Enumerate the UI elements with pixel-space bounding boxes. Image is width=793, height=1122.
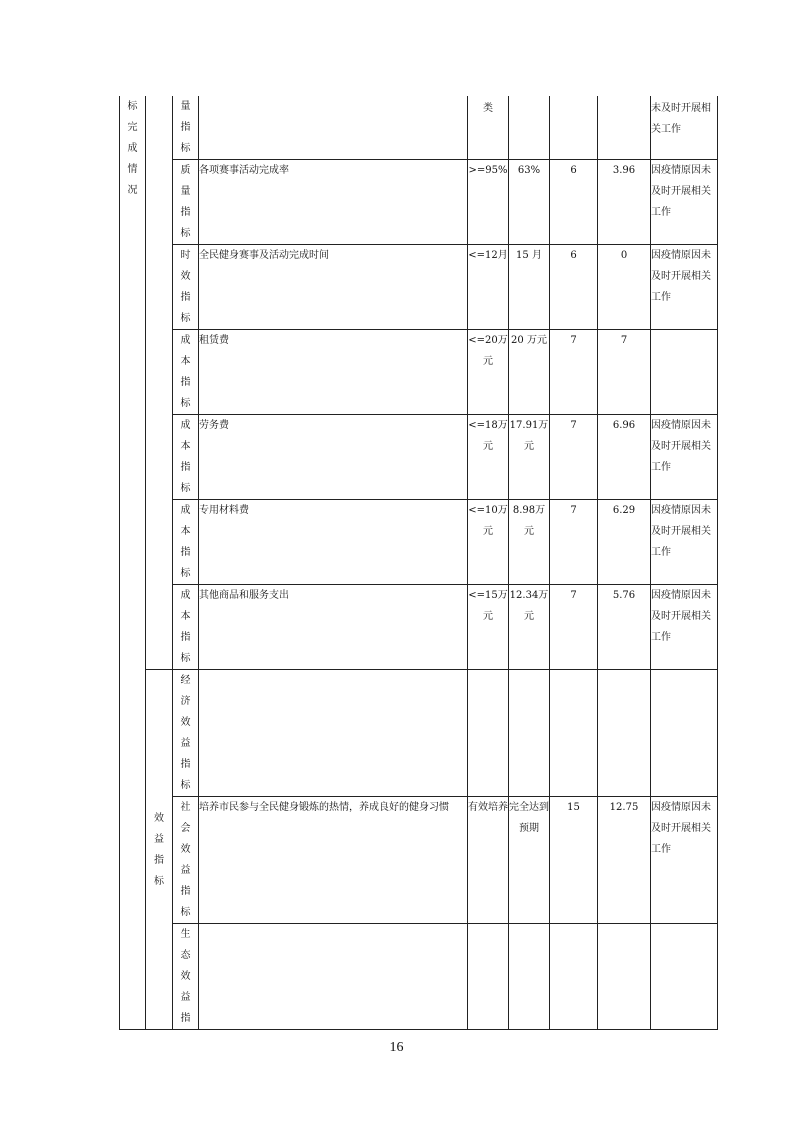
target-value: 有效培养	[468, 797, 509, 924]
weight-value: 7	[550, 585, 598, 670]
score-value: 6.96	[598, 415, 651, 500]
table-row	[120, 924, 718, 1030]
indicator-label: 时 效 指 标	[173, 245, 199, 330]
remark-text	[651, 670, 718, 797]
remark-text: 因疫情原因未及时开展相关工作	[651, 415, 718, 500]
indicator-label: 经 济 效 益 指 标	[173, 670, 199, 797]
remark-text: 因疫情原因未及时开展相关工作	[651, 500, 718, 585]
actual-value: 17.91万元	[509, 415, 550, 500]
indicator-description: 专用材料费	[199, 500, 468, 585]
table-row	[120, 160, 718, 245]
table-row	[120, 330, 718, 415]
score-value: 0	[598, 245, 651, 330]
weight-value: 6	[550, 160, 598, 245]
actual-value	[509, 924, 550, 1030]
table-row	[120, 500, 718, 585]
score-value	[598, 924, 651, 1030]
actual-value: 12.34万元	[509, 585, 550, 670]
score-value	[598, 670, 651, 797]
weight-value	[550, 96, 598, 160]
target-value: <=12月	[468, 245, 509, 330]
indicator-description: 全民健身赛事及活动完成时间	[199, 245, 468, 330]
table-row	[120, 670, 718, 797]
indicator-label: 量 指 标	[173, 96, 199, 160]
weight-value	[550, 924, 598, 1030]
indicator-description: 劳务费	[199, 415, 468, 500]
target-value: <=20万元	[468, 330, 509, 415]
remark-text: 因疫情原因未及时开展相关工作	[651, 797, 718, 924]
table-row	[120, 415, 718, 500]
score-value	[598, 96, 651, 160]
target-value: <=10万元	[468, 500, 509, 585]
page-number: 16	[389, 1040, 404, 1055]
target-value: >=95%	[468, 160, 509, 245]
output-group-cell	[146, 96, 173, 670]
target-value	[468, 924, 509, 1030]
actual-value: 8.98万元	[509, 500, 550, 585]
performance-indicator-table	[119, 96, 718, 1030]
score-value: 6.29	[598, 500, 651, 585]
weight-value: 7	[550, 415, 598, 500]
table-row	[120, 797, 718, 924]
outer-category-label: 标 完 成 情 况	[120, 96, 146, 1030]
indicator-label: 成 本 指 标	[173, 415, 199, 500]
indicator-label: 质 量 指 标	[173, 160, 199, 245]
weight-value: 7	[550, 330, 598, 415]
indicator-label: 成 本 指 标	[173, 330, 199, 415]
target-value	[468, 670, 509, 797]
score-value: 3.96	[598, 160, 651, 245]
actual-value: 20 万元	[509, 330, 550, 415]
actual-value: 完全达到预期	[509, 797, 550, 924]
remark-text	[651, 330, 718, 415]
indicator-description: 培养市民参与全民健身锻炼的热情，养成良好的健身习惯	[199, 797, 468, 924]
actual-value	[509, 670, 550, 797]
remark-text: 因疫情原因未及时开展相关工作	[651, 160, 718, 245]
weight-value	[550, 670, 598, 797]
actual-value	[509, 96, 550, 160]
target-value: 类	[468, 96, 509, 160]
score-value: 12.75	[598, 797, 651, 924]
remark-text: 因疫情原因未及时开展相关工作	[651, 585, 718, 670]
weight-value: 15	[550, 797, 598, 924]
indicator-label: 成 本 指 标	[173, 585, 199, 670]
score-value: 7	[598, 330, 651, 415]
actual-value: 63%	[509, 160, 550, 245]
remark-text: 因疫情原因未及时开展相关工作	[651, 245, 718, 330]
table-row	[120, 96, 718, 160]
indicator-description	[199, 924, 468, 1030]
indicator-description: 其他商品和服务支出	[199, 585, 468, 670]
indicator-label: 成 本 指 标	[173, 500, 199, 585]
indicator-description: 各项赛事活动完成率	[199, 160, 468, 245]
target-value: <=18万元	[468, 415, 509, 500]
indicator-label: 社 会 效 益 指 标	[173, 797, 199, 924]
benefit-group-label: 效 益 指 标	[146, 670, 173, 1030]
score-value: 5.76	[598, 585, 651, 670]
weight-value: 6	[550, 245, 598, 330]
remark-text	[651, 924, 718, 1030]
table-row	[120, 245, 718, 330]
table-row	[120, 585, 718, 670]
actual-value: 15 月	[509, 245, 550, 330]
indicator-description	[199, 96, 468, 160]
indicator-description: 租赁费	[199, 330, 468, 415]
remark-text: 未及时开展相关工作	[651, 96, 718, 160]
target-value: <=15万元	[468, 585, 509, 670]
weight-value: 7	[550, 500, 598, 585]
indicator-description	[199, 670, 468, 797]
indicator-label: 生 态 效 益 指	[173, 924, 199, 1030]
